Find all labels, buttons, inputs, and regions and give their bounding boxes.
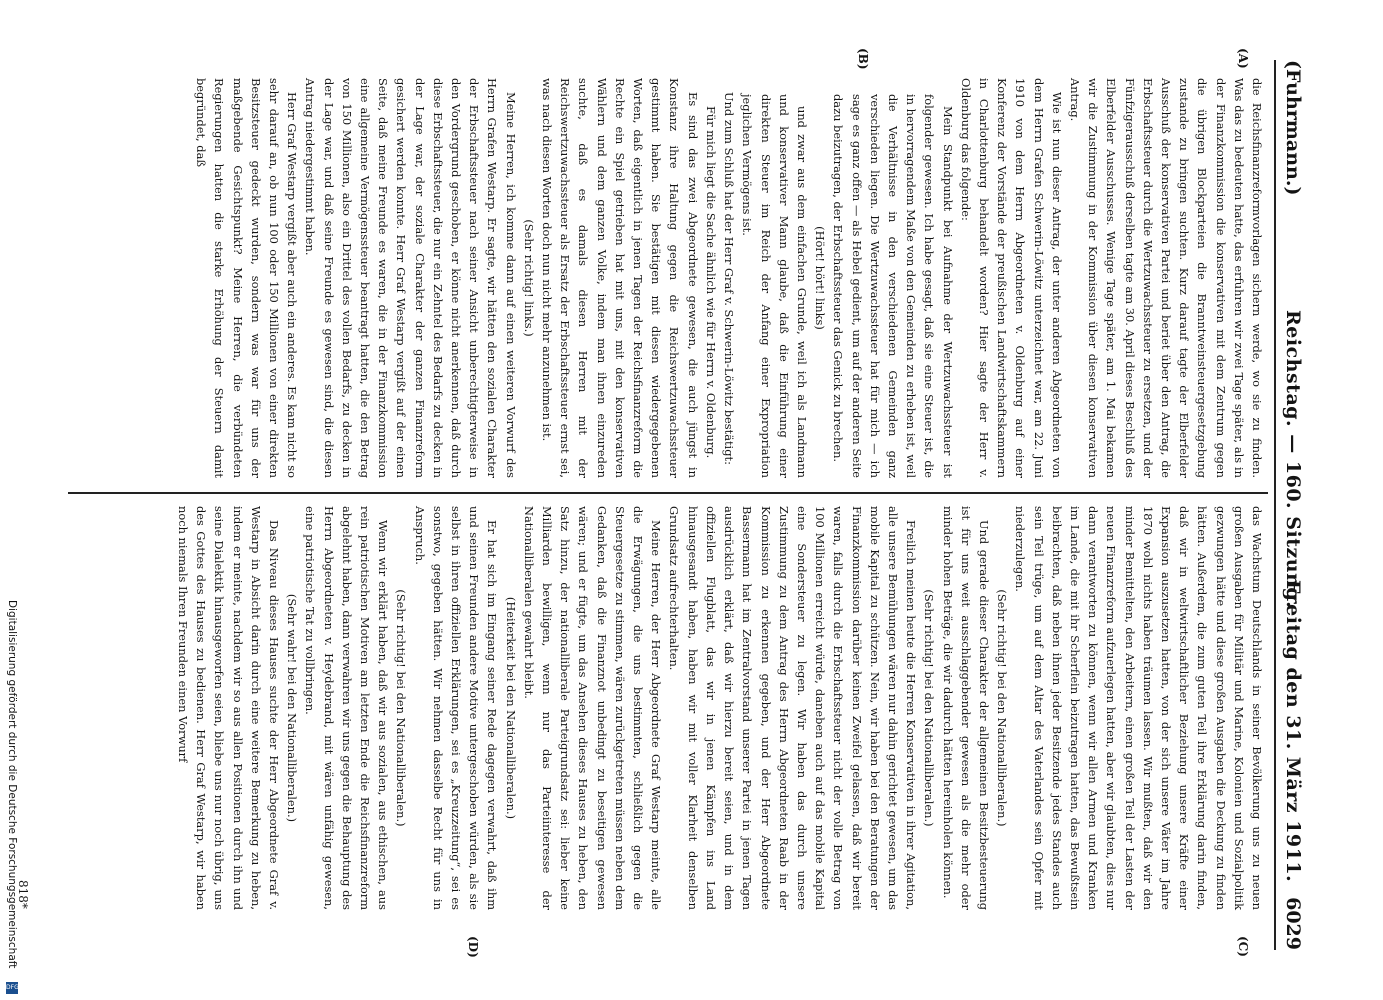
interjection: (Sehr richtig! bei den Nationalliberalen.) bbox=[922, 589, 937, 827]
paragraph: Meine Herren, ich komme dann auf einen weiteren Vorwurf des Herrn Grafen Westarp. Er sagte, wir hätten den sozialen Charakter der Erbschaftssteuer nach seiner Ansicht unberechtigterweise in den Vordergrund geschoben, er könne nicht anerkennen, daß durch diese Erbschaftssteuer, die nur ein Zehntel des Bedarfs zu decken in der Lage war, der soziale Charakter der ganzen Finanzreform gesichert werden konnte. Herr Graf Westarp vergißt auf der einen Seite, daß meine Freunde es waren, die in der Finanzkommission eine allgemeine Vermögenssteuer beantragt hatten, die den Betrag von 150 Millionen, also ein Drittel des vollen Bedarfs, zu decken in der Lage war, und daß seine Freunde es gewesen sind, die diesen Antrag niedergestimmt haben. bbox=[303, 78, 518, 478]
page-header bbox=[1274, 60, 1310, 950]
right-column bbox=[174, 506, 1266, 910]
signature-mark: 818* bbox=[16, 880, 30, 909]
paragraph: Herr Graf Westarp vergißt aber auch ein anderes. Es kam nicht so sehr darauf an, ob nun 100 oder 150 Millionen von einer direkten Besitzsteuer gedeckt wurden, sondern was war für uns der maßgebende Gesichtspunkt? Meine Herren, die verbündeten Regierungen hatten die starke Erhöhung der Steuern damit begründet, daß bbox=[194, 78, 300, 478]
paragraph: die Reichsfinanzreformvorlagen sichern werde, wo sie zu finden. Was das zu bedeuten hatte, das erfuhren wir zwei Tage später, als in der Finanzkommission die konservativen mit dem Zentrum gegen die übrigen Blockparteien die Branntweinsteuergesetzgebung zustande zu bringen suchten. Kurz darauf tagte der Elberfelder Ausschuß der konservativen Partei und beriet über den Antrag, die Erbschaftssteuer durch die Wertzuwachssteuer zu ersetzen, und der Fünfzigerausschuß derselben tagte am 30. April dieses Beschluß des Elberfelder Ausschusses. Wenige Tage später, am 1. Mai bekamen wir die Zustimmung in der Kommission über diesen konservativen Antrag. bbox=[1067, 78, 1264, 478]
quote-paragraph: Für mich liegt die Sache ähnlich wie für Herrn v. Oldenburg. bbox=[703, 106, 718, 459]
margin-marker-d: (D) bbox=[466, 936, 480, 958]
margin-marker-c: (C) bbox=[1236, 936, 1250, 957]
paragraph: Wenn wir erklärt haben, daß wir aus sozialen, aus ethischen, aus rein patriotischen Motiven am letzten Ende die Reichsfinanzreform abgelehnt haben, dann verwahren wir uns gegen die Behauptung des Herrn Abgeordneten v. Heydebrand, mit wären unfähig gewesen, eine patriotische Tat zu vollbringen. bbox=[303, 506, 391, 910]
paragraph: Und gerade dieser Charakter der allgemeinen Besitzbesteuerung ist für uns weit ausschlaggebender gewesen als die mehr oder minder hohen Beträge, die wir dadurch hätten hereinholen können. bbox=[940, 506, 991, 910]
speaker-name: (Fuhrmann.) bbox=[1282, 60, 1304, 196]
paragraph: Wie ist nun dieser Antrag, der unter anderen Abgeordneten von dem Herrn Grafen Schwerin-Löwitz unterzeichnet war, am 22. Juni 1910 von dem Herrn Abgeordneten v. Oldenburg auf einer Konferenz der Vorstände der preußischen Landwirtschaftskammern in Charlottenburg behandelt worden? Hier sagte der Herr v. Oldenburg das folgende: bbox=[958, 78, 1064, 478]
paragraph: Er hat sich im Eingang seiner Rede dagegen verwahrt, daß ihm und seinen Freunden andere Motive untergeschoben würden, als sie selbst in ihren offiziellen Erklärungen, sei es „Kreuzzeitung“, sei es sonstwo, gegeben hätten. Wir nehmen dasselbe Recht für uns in Anspruch. bbox=[412, 506, 500, 910]
quote-paragraph: Mein Standpunkt bei Aufnahme der Wertzuwachssteuer ist folgender gewesen. Ich habe gesagt, daß sie eine Steuer ist, die in hervorragendem Maße von den Gemeinden zu erheben ist, weil die Verhältnisse in den verschiedenen Gemeinden ganz verschieden liegen. Die Wertzuwachssteuer hat für mich — ich sage es ganz offen — als Hebel gedient, um auf der anderen Seite dazu beizutragen, der Erbschaftssteuer das Genick zu brechen. bbox=[831, 94, 955, 478]
session-date: Freitag den 31. März 1911. bbox=[1282, 580, 1304, 883]
margin-marker-b: (B) bbox=[856, 48, 870, 70]
paragraph: Das Niveau dieses Hauses suchte der Herr Abgeordnete Graf v. Westarp in Absicht darin durch eine weitere Bemerkung zu heben, indem er meinte, nachdem wir so aus allen Positionen durch ihn und seine Dialektik hinausgeworfen seien, bliebe uns nur noch übrig, uns des Gottes des Hauses zu bedienen. Herr Graf Westarp, wir haben noch niemals Ihren Freunden einen Vorwurf bbox=[176, 506, 282, 910]
paragraph: Freilich meinen heute die Herren Konservativen in ihrer Agitation, alle unsere Bemühungen wären nur dahin gerichtet gewesen, um das mobile Kapital zu schützen. Nein, wir haben bei den Beratungen der Finanzkommission darüber keinen Zweifel gelassen, daß wir bereit waren, falls durch die Erbschaftssteuer nicht der volle Betrag von 100 Millionen erreicht würde, daneben auch auf das mobile Kapital eine Sondersteuer zu legen. Wir haben das durch unsere Zustimmung zu dem Antrag des Herrn Abgeordneten Raab in der Kommission zu erkennen gegeben, und der Herr Abgeordnete Bassermann hat im Zentralvorstand unserer Partei in jenen Tagen ausdrücklich erklärt, daß wir hierzu bereit seien, und in dem offiziellen Flugblatt, das wir in jenen Kämpfen ins Land hinausgesandt haben, haben wir mit voller Klarheit denselben Grundsatz aufrechterhalten. bbox=[667, 506, 919, 910]
dfg-logo-icon: DFG bbox=[6, 982, 18, 994]
quote-paragraph: und zwar aus dem einfachen Grunde, weil ich als Landmann und konservativer Mann glaube, daß die Einführung einer direkten Steuer im Reich der Anfang einer Expropriation jeglichen Vermögens ist. bbox=[740, 94, 809, 478]
column-divider bbox=[68, 492, 1268, 494]
interjection: (Heiterkeit bei den Nationalliberalen.) bbox=[503, 596, 518, 820]
credit-text: Digitalisierung gefördert durch die Deutsche Forschungsgemeinschaft bbox=[6, 600, 18, 969]
interjection: (Hört! hört! links) bbox=[813, 226, 828, 330]
paragraph: Meine Herren, der Herr Abgeordnete Graf Westarp meinte, alle die Erwägungen, die uns bestimmten, schließlich gegen die Steuergesetze zu stimmen, wären zurückgetreten müssen neben dem Gedanken, daß die Finanznot unbedingt zu beseitigen gewesen wären; und er fügte, um das Ansehen dieses Hauses zu heben, den Satz hinzu, der nationalliberale Parteigrundsatz sei: lieber keine Milliarden bewilligen, wenn nur das Parteiinteresse der Nationalliberalen gewahrt bleibt. bbox=[521, 506, 664, 910]
paragraph: das Wachstum Deutschlands in seiner Bevölkerung uns zu neuen großen Ausgaben für Militär und Marine, Kolonien und Sozialpolitik gezwungen hätte und diese großen Ausgaben die Deckung zu finden hätten. Außerdem, die zum guten Teil ihre Erklärung darin finden, daß wir in weltwirtschaftlicher Beziehung unsere Kräfte einer Expansion auszusetzen hatten, von der sich unsere Väter im Jahre 1870 wohl nichts haben träumen lassen. Wir mußten, daß wir den minder Bemittelten, den Arbeitern, einen großen Teil der Lasten der neuen Finanzreform aufzuerlegen hatten, aber wir glaubten, dies nur dann verantworten zu können, wenn wir allen Armen und Kranken im Lande, die mit ihr Scherflein beizutragen hatten, das Bewußtsein beibrachten, daß neben ihnen jeder Besitzende jedes Standes auch sein Teil trüge, um auf dem Altar des Vaterlandes sein Opfer mit niederzulegen. bbox=[1013, 506, 1264, 910]
session-title: Reichstag. — 160. Sitzung. bbox=[1282, 310, 1304, 609]
margin-marker-a: (A) bbox=[1236, 48, 1250, 69]
interjection: (Sehr wahr! bei den Nationalliberalen.) bbox=[285, 593, 300, 823]
interjection: (Sehr richtig! links.) bbox=[521, 219, 536, 337]
paragraph: Und zum Schluß hat der Herr Graf v. Schwerin-Löwitz bestätigt: bbox=[722, 92, 737, 465]
digitization-credit bbox=[4, 600, 20, 995]
left-column bbox=[192, 78, 1266, 478]
page-number: 6029 bbox=[1282, 897, 1304, 950]
interjection: (Sehr richtig! bei den Nationalliberalen.) bbox=[995, 589, 1010, 827]
interjection: (Sehr richtig! bei den Nationalliberalen.) bbox=[394, 589, 409, 827]
paragraph: Es sind das zwei Abgeordnete gewesen, die auch jüngst in Konstanz ihre Haltung gegen die Reichswertzuwachssteuer gestimmt haben. Sie bestätigen mit diesen wiedergegebenen Worten, daß eigentlich in jenen Tagen der Reichsfinanzreform die Rechte ein Spiel getrieben hat mit uns, mit den konservativen Wählern und dem ganzen Volke, indem man ihnen einzureden suchte, daß es damals diesen Herren mit der Reichswertzuwachssteuer als Ersatz der Erbschaftssteuer ernst sei, was nach diesen Worten doch nun nicht mehr anzunehmen ist. bbox=[540, 78, 700, 478]
